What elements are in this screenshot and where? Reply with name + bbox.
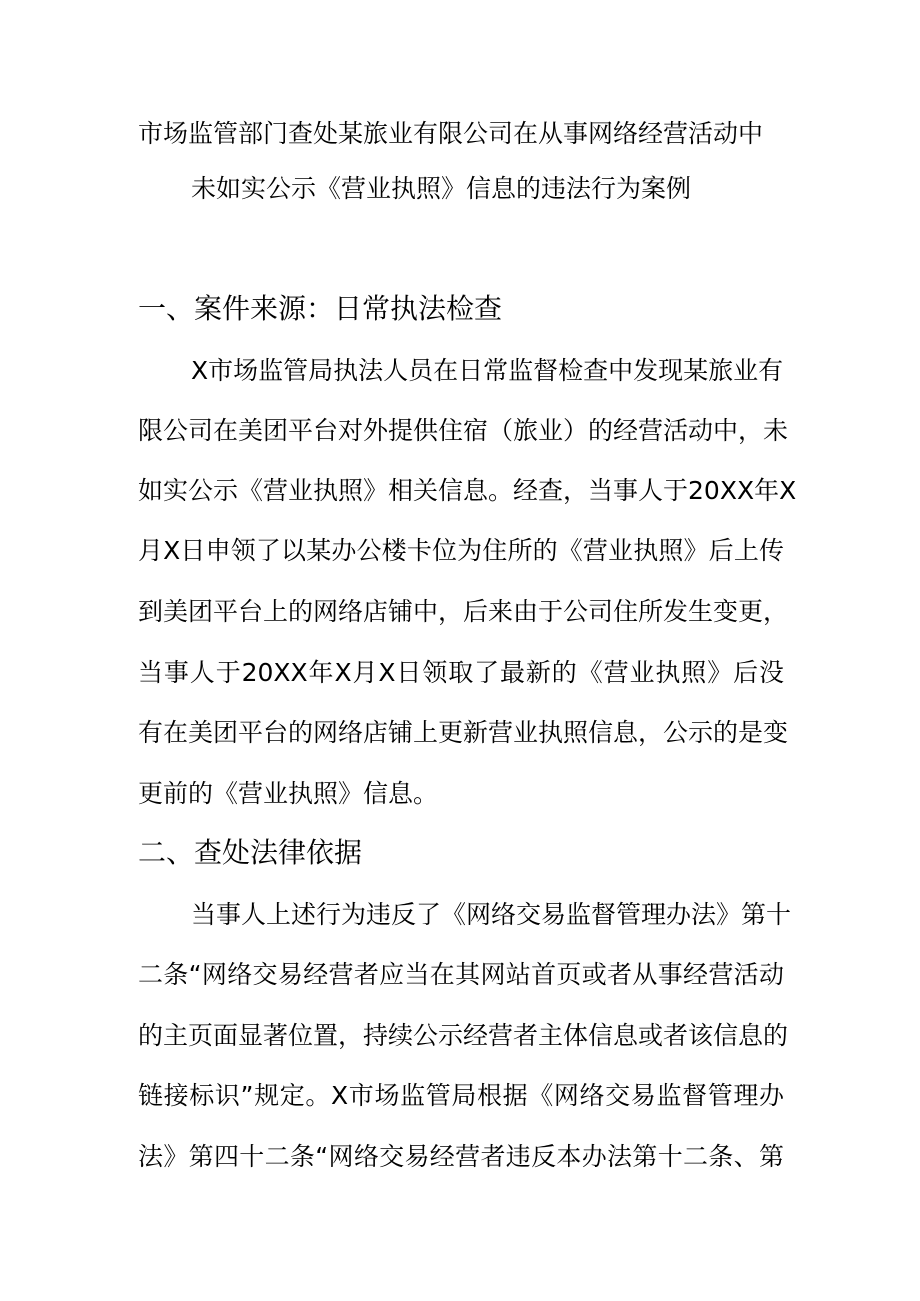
- section-1-paragraph-line-4: 月X日申领了以某办公楼卡位为住所的《营业执照》后上传: [138, 536, 784, 565]
- section-1-heading: 一、案件来源：日常执法检查: [138, 292, 503, 325]
- section-1-paragraph-line-6: 当事人于20XX年X月X日领取了最新的《营业执照》后没: [138, 658, 784, 687]
- section-1-paragraph-line-2: 限公司在美团平台对外提供住宿（旅业）的经营活动中，未: [138, 416, 789, 445]
- section-1-paragraph-line-5: 到美团平台上的网络店铺中，后来由于公司住所发生变更，: [138, 597, 789, 626]
- section-1-paragraph-line-8: 更前的《营业执照》信息。: [138, 779, 439, 808]
- section-2-heading: 二、查处法律依据: [138, 836, 363, 869]
- section-2-paragraph-line-1: 当事人上述行为违反了《网络交易监督管理办法》第十: [191, 900, 792, 929]
- section-1-paragraph-line-7: 有在美团平台的网络店铺上更新营业执照信息，公示的是变: [138, 718, 789, 747]
- section-2-paragraph-line-5: 法》第四十二条“网络交易经营者违反本办法第十二条、第: [138, 1142, 784, 1171]
- section-1-paragraph-line-1: X市场监管局执法人员在日常监督检查中发现某旅业有: [191, 356, 784, 385]
- document-title-line-2: 未如实公示《营业执照》信息的违法行为案例: [191, 174, 692, 203]
- section-2-paragraph-line-3: 的主页面显著位置，持续公示经营者主体信息或者该信息的: [138, 1021, 789, 1050]
- section-1-paragraph-line-3: 如实公示《营业执照》相关信息。经查，当事人于20XX年X: [138, 476, 797, 505]
- document-title-line-1: 市场监管部门查处某旅业有限公司在从事网络经营活动中: [138, 119, 764, 148]
- section-2-paragraph-line-4: 链接标识”规定。X市场监管局根据《网络交易监督管理办: [138, 1081, 784, 1110]
- section-2-paragraph-line-2: 二条“网络交易经营者应当在其网站首页或者从事经营活动: [138, 960, 784, 989]
